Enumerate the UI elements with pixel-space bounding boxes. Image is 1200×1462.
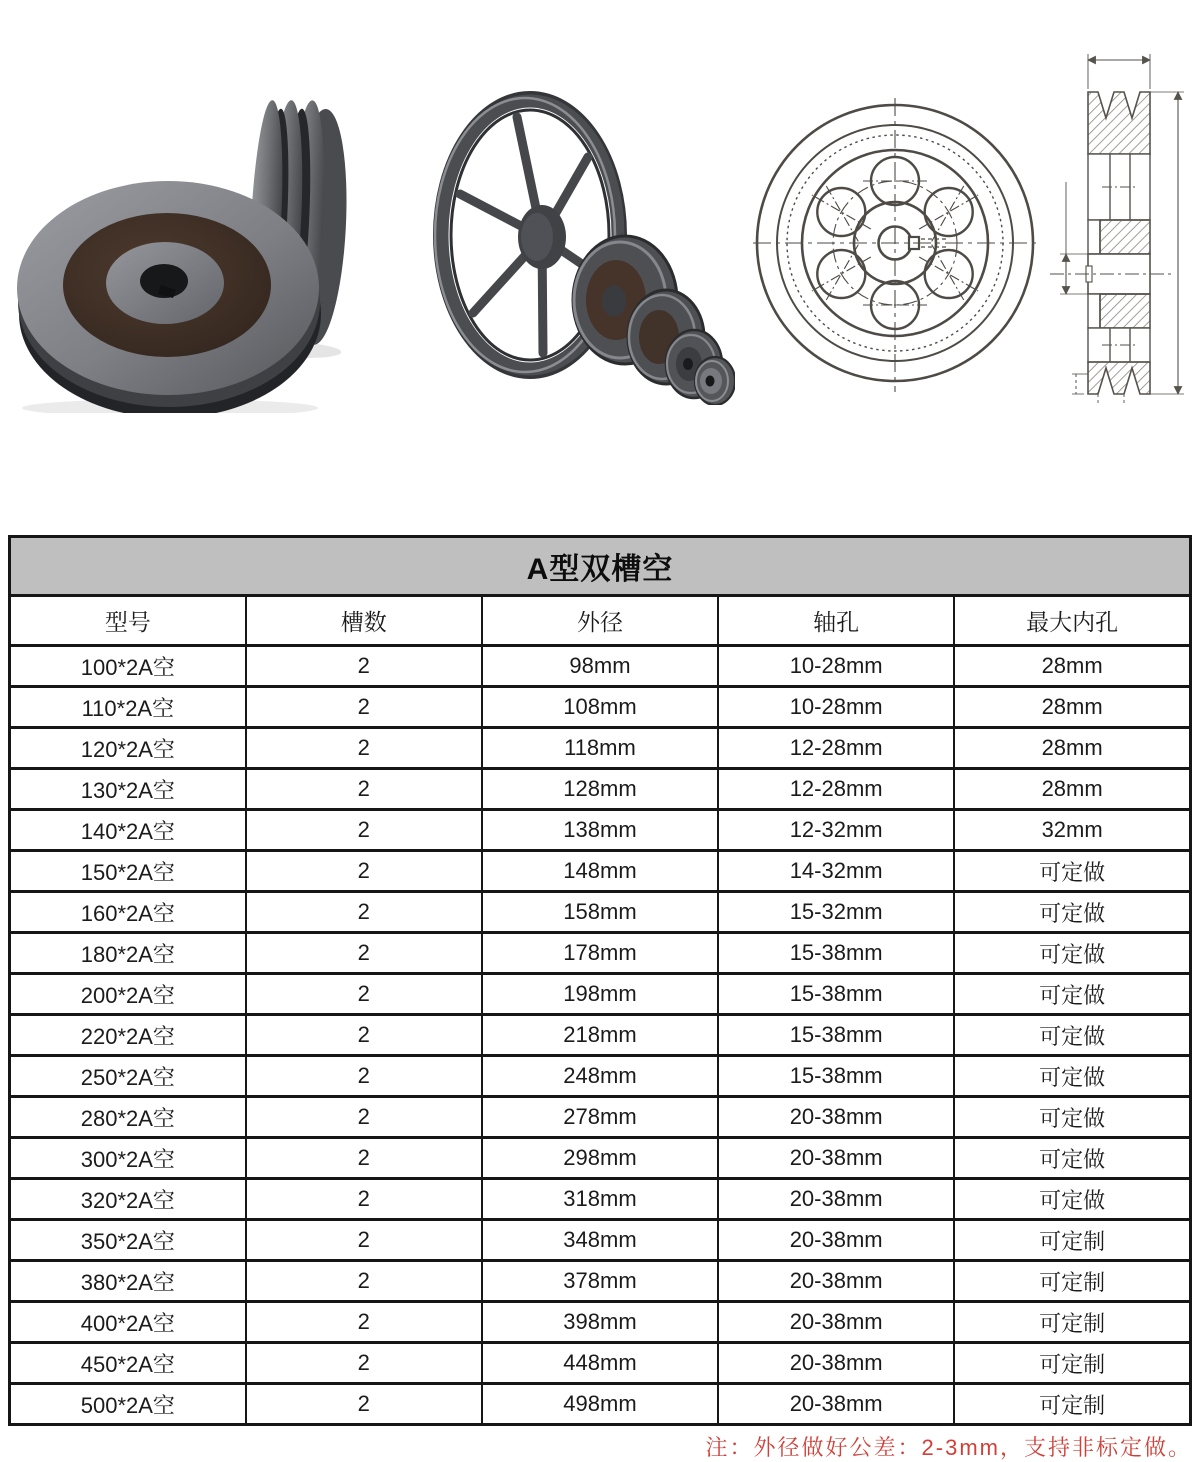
table-row [10, 1384, 1191, 1425]
table-cell: 378mm [482, 1261, 718, 1302]
table-cell: 298mm [482, 1138, 718, 1179]
table-cell: 28mm [954, 769, 1190, 810]
table-cell: 15-38mm [718, 1015, 954, 1056]
pulley-section-drawing-icon [1042, 42, 1197, 407]
table-cell: 2 [246, 1179, 482, 1220]
table-cell: 2 [246, 892, 482, 933]
table-cell: 28mm [954, 728, 1190, 769]
table-cell: 20-38mm [718, 1343, 954, 1384]
table-cell: 15-38mm [718, 933, 954, 974]
table-cell: 32mm [954, 810, 1190, 851]
table-row [10, 769, 1191, 810]
table-cell: 2 [246, 1056, 482, 1097]
table-cell: 180*2A空 [10, 933, 246, 974]
table-cell: 130*2A空 [10, 769, 246, 810]
table-cell: 128mm [482, 769, 718, 810]
table-cell: 可定做 [954, 974, 1190, 1015]
table-cell: 2 [246, 1138, 482, 1179]
table-cell: 398mm [482, 1302, 718, 1343]
table-cell: 可定做 [954, 1015, 1190, 1056]
table-cell: 248mm [482, 1056, 718, 1097]
table-row [10, 1220, 1191, 1261]
table-cell: 20-38mm [718, 1220, 954, 1261]
table-cell: 158mm [482, 892, 718, 933]
table-cell: 198mm [482, 974, 718, 1015]
table-cell: 448mm [482, 1343, 718, 1384]
table-cell: 可定做 [954, 933, 1190, 974]
table-cell: 140*2A空 [10, 810, 246, 851]
table-cell: 可定制 [954, 1343, 1190, 1384]
table-cell: 12-28mm [718, 728, 954, 769]
table-cell: 2 [246, 646, 482, 687]
table-row [10, 1179, 1191, 1220]
table-cell: 120*2A空 [10, 728, 246, 769]
table-cell: 2 [246, 974, 482, 1015]
table-title-row [10, 537, 1191, 596]
table-row [10, 933, 1191, 974]
pulley-photo-pair [8, 78, 353, 413]
table-cell: 20-38mm [718, 1302, 954, 1343]
table-row [10, 1097, 1191, 1138]
table-cell: 2 [246, 1384, 482, 1425]
table-cell: 2 [246, 1097, 482, 1138]
table-row [10, 851, 1191, 892]
col-header-max-bore: 最大内孔 [954, 596, 1190, 646]
table-cell: 150*2A空 [10, 851, 246, 892]
table-cell: 2 [246, 769, 482, 810]
table-cell: 148mm [482, 851, 718, 892]
table-row [10, 1015, 1191, 1056]
table-cell: 318mm [482, 1179, 718, 1220]
table-cell: 2 [246, 851, 482, 892]
spec-table [8, 535, 1192, 1426]
pulley-section-drawing [1042, 42, 1197, 407]
table-cell: 108mm [482, 687, 718, 728]
table-row [10, 1261, 1191, 1302]
table-row [10, 646, 1191, 687]
col-header-grooves: 槽数 [246, 596, 482, 646]
product-image-strip [0, 0, 1200, 535]
table-cell: 可定做 [954, 892, 1190, 933]
table-cell: 350*2A空 [10, 1220, 246, 1261]
pulley-family-photo-icon [430, 85, 735, 405]
table-cell: 320*2A空 [10, 1179, 246, 1220]
table-cell: 28mm [954, 646, 1190, 687]
table-cell: 15-38mm [718, 1056, 954, 1097]
col-header-outer-dia: 外径 [482, 596, 718, 646]
col-header-model: 型号 [10, 596, 246, 646]
table-cell: 348mm [482, 1220, 718, 1261]
table-cell: 可定制 [954, 1261, 1190, 1302]
table-cell: 218mm [482, 1015, 718, 1056]
table-cell: 2 [246, 1261, 482, 1302]
table-cell: 可定制 [954, 1220, 1190, 1261]
table-cell: 498mm [482, 1384, 718, 1425]
pulley-front-view-drawing-icon [748, 90, 1043, 400]
table-cell: 可定制 [954, 1384, 1190, 1425]
table-cell: 可定制 [954, 1302, 1190, 1343]
table-cell: 110*2A空 [10, 687, 246, 728]
table-cell: 2 [246, 1220, 482, 1261]
pulley-family-photo [430, 85, 735, 405]
table-cell: 14-32mm [718, 851, 954, 892]
table-cell: 138mm [482, 810, 718, 851]
table-cell: 10-28mm [718, 687, 954, 728]
table-cell: 可定做 [954, 1056, 1190, 1097]
table-cell: 220*2A空 [10, 1015, 246, 1056]
table-cell: 15-38mm [718, 974, 954, 1015]
table-row [10, 1343, 1191, 1384]
table-cell: 10-28mm [718, 646, 954, 687]
table-cell: 20-38mm [718, 1097, 954, 1138]
table-cell: 278mm [482, 1097, 718, 1138]
table-cell: 12-32mm [718, 810, 954, 851]
table-row [10, 974, 1191, 1015]
table-row [10, 1138, 1191, 1179]
table-row [10, 1302, 1191, 1343]
table-cell: 12-28mm [718, 769, 954, 810]
table-row [10, 892, 1191, 933]
table-cell: 2 [246, 1302, 482, 1343]
table-cell: 98mm [482, 646, 718, 687]
table-header-row [10, 596, 1191, 646]
table-cell: 100*2A空 [10, 646, 246, 687]
table-cell: 可定做 [954, 1138, 1190, 1179]
table-row [10, 1056, 1191, 1097]
table-cell: 450*2A空 [10, 1343, 246, 1384]
table-cell: 20-38mm [718, 1179, 954, 1220]
table-title: A型双槽空 [10, 537, 1191, 596]
table-cell: 250*2A空 [10, 1056, 246, 1097]
table-cell: 可定做 [954, 1179, 1190, 1220]
table-body [10, 646, 1191, 1425]
table-cell: 2 [246, 933, 482, 974]
col-header-shaft-hole: 轴孔 [718, 596, 954, 646]
tolerance-note: 注：外径做好公差：2-3mm，支持非标定做。 [705, 1435, 1192, 1460]
table-cell: 280*2A空 [10, 1097, 246, 1138]
table-cell: 118mm [482, 728, 718, 769]
table-cell: 2 [246, 810, 482, 851]
table-cell: 28mm [954, 687, 1190, 728]
table-cell: 400*2A空 [10, 1302, 246, 1343]
double-groove-pulley-photo-icon [8, 78, 353, 413]
table-cell: 15-32mm [718, 892, 954, 933]
table-cell: 380*2A空 [10, 1261, 246, 1302]
table-row [10, 728, 1191, 769]
table-cell: 160*2A空 [10, 892, 246, 933]
table-cell: 20-38mm [718, 1138, 954, 1179]
table-cell: 2 [246, 687, 482, 728]
table-cell: 可定做 [954, 1097, 1190, 1138]
table-row [10, 687, 1191, 728]
table-cell: 200*2A空 [10, 974, 246, 1015]
table-cell: 可定做 [954, 851, 1190, 892]
table-cell: 20-38mm [718, 1384, 954, 1425]
table-cell: 20-38mm [718, 1261, 954, 1302]
table-row [10, 810, 1191, 851]
table-cell: 300*2A空 [10, 1138, 246, 1179]
table-cell: 2 [246, 1015, 482, 1056]
table-cell: 178mm [482, 933, 718, 974]
pulley-front-drawing [748, 90, 1043, 400]
table-cell: 500*2A空 [10, 1384, 246, 1425]
table-cell: 2 [246, 728, 482, 769]
table-cell: 2 [246, 1343, 482, 1384]
